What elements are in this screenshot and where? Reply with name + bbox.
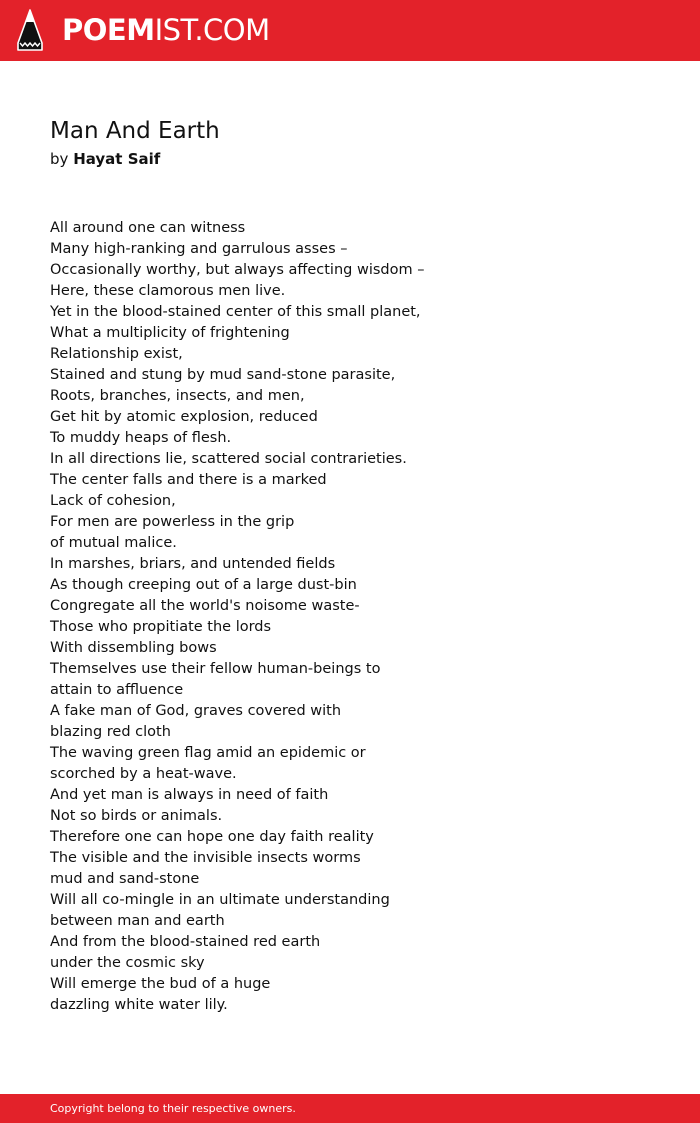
poem-line: What a multiplicity of frightening (50, 325, 290, 341)
pencil-tip-icon (17, 9, 43, 51)
poem-line: And from the blood-stained red earth (50, 934, 321, 950)
brand-name-bold: POEM (62, 13, 155, 47)
poem-line: Stained and stung by mud sand-stone parasite, (50, 367, 396, 383)
brand-name-domain: IST.COM (154, 13, 270, 47)
site-footer (0, 1094, 700, 1123)
poem-line: between man and earth (50, 913, 225, 929)
poem-line: Congregate all the world's noisome waste- (50, 598, 360, 614)
poem-body (50, 218, 650, 1016)
poem-line: In marshes, briars, and untended fields (50, 556, 336, 572)
poem-line: blazing red cloth (50, 724, 171, 740)
poem-line: Roots, branches, insects, and men, (50, 388, 305, 404)
byline (50, 148, 160, 170)
poem-line: scorched by a heat-wave. (50, 766, 237, 782)
poem-line: Occasionally worthy, but always affecting wisdom – (50, 262, 425, 278)
poem-line: The center falls and there is a marked (50, 472, 327, 488)
poem-line: To muddy heaps of flesh. (50, 430, 232, 446)
poem-line: In all directions lie, scattered social contrarieties. (50, 451, 407, 467)
poem-line: Many high-ranking and garrulous asses – (50, 241, 348, 257)
poem-line: Those who propitiate the lords (50, 619, 272, 635)
poem-line: Lack of cohesion, (50, 493, 176, 509)
poem-line: The waving green flag amid an epidemic or (50, 745, 366, 761)
poem-title: Man And Earth (50, 118, 220, 144)
poem-line: Themselves use their fellow human-beings to (50, 661, 381, 677)
poem-line: The visible and the invisible insects worms (50, 850, 361, 866)
by-label: by (50, 150, 69, 168)
poem-line: dazzling white water lily. (50, 997, 228, 1013)
author-name: Hayat Saif (73, 150, 161, 168)
poem-line: attain to affluence (50, 682, 184, 698)
copyright-text: Copyright belong to their respective owners. (50, 1102, 296, 1115)
poem-line: With dissembling bows (50, 640, 217, 656)
poem-line: under the cosmic sky (50, 955, 205, 971)
poem-line: All around one can witness (50, 220, 246, 236)
site-header (0, 0, 700, 61)
poem-line: For men are powerless in the grip (50, 514, 295, 530)
poem-line: As though creeping out of a large dust-bin (50, 577, 357, 593)
poem-line: Yet in the blood-stained center of this small planet, (50, 304, 421, 320)
poem-line: And yet man is always in need of faith (50, 787, 329, 803)
site-logo-link[interactable] (62, 12, 270, 48)
poem-line: Relationship exist, (50, 346, 183, 362)
poem-line: Will emerge the bud of a huge (50, 976, 271, 992)
poem-line: Therefore one can hope one day faith reality (50, 829, 374, 845)
poem-line: A fake man of God, graves covered with (50, 703, 342, 719)
poem-line: Here, these clamorous men live. (50, 283, 286, 299)
poem-line: mud and sand-stone (50, 871, 200, 887)
poem-line: Not so birds or animals. (50, 808, 223, 824)
poem-line: Get hit by atomic explosion, reduced (50, 409, 318, 425)
poem-line: of mutual malice. (50, 535, 177, 551)
poem-line: Will all co-mingle in an ultimate understanding (50, 892, 390, 908)
